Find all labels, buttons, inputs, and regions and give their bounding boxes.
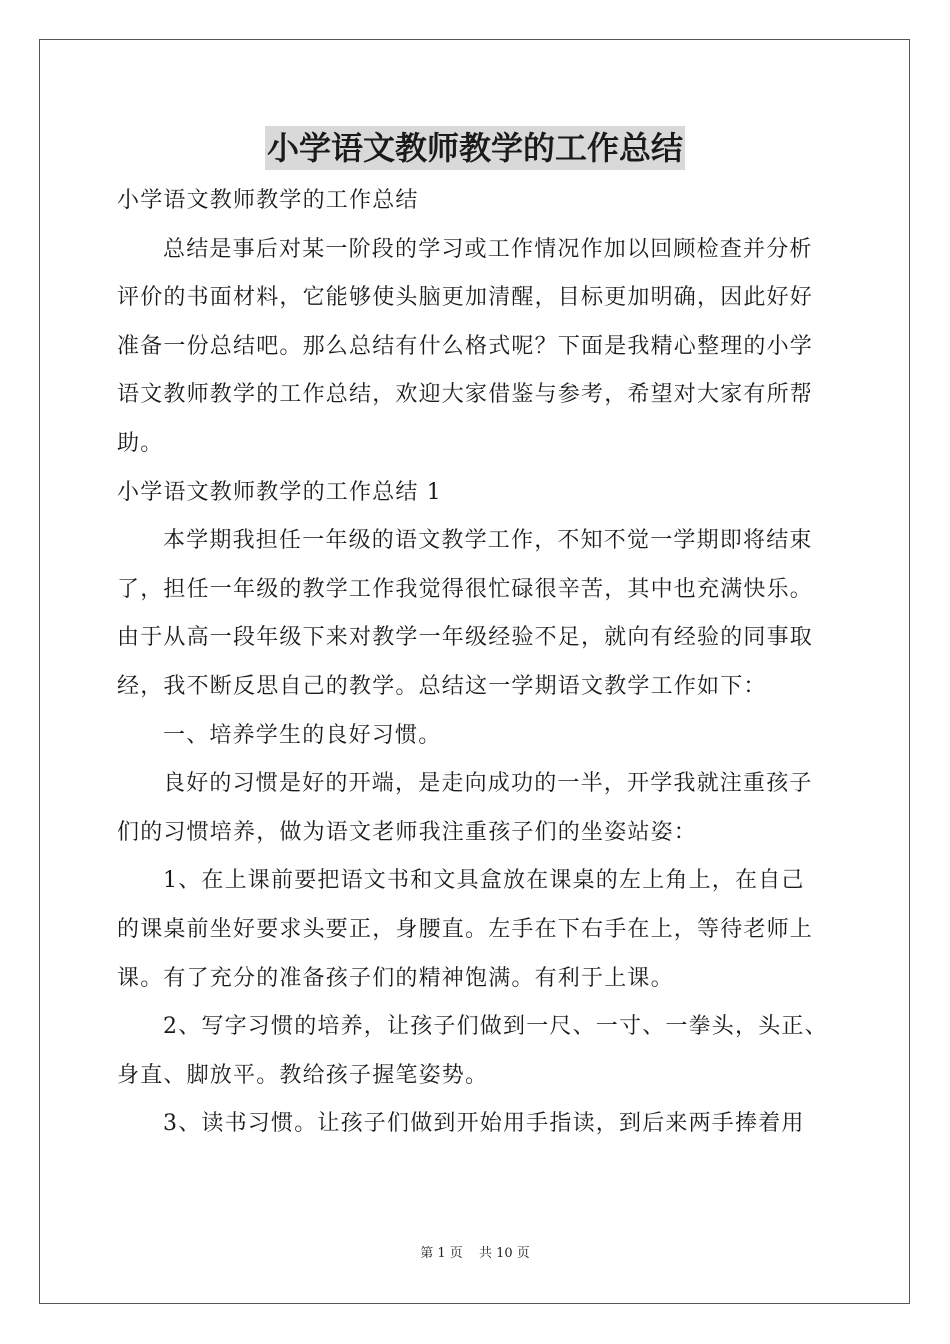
text-line: 总结是事后对某一阶段的学习或工作情况作加以回顾检查并分析 <box>163 236 813 262</box>
document-title: 小学语文教师教学的工作总结 <box>265 126 685 170</box>
text-line: 经，我不断反思自己的教学。总结这一学期语文教学工作如下： <box>117 673 767 699</box>
text-line: 课。有了充分的准备孩子们的精神饱满。有利于上课。 <box>117 965 674 991</box>
document-body <box>117 177 837 1149</box>
text-line: 准备一份总结吧。那么总结有什么格式呢？下面是我精心整理的小学 <box>117 333 814 359</box>
text-line: 助。 <box>117 430 164 456</box>
text-line: 们的习惯培养，做为语文老师我注重孩子们的坐姿站姿： <box>117 819 698 845</box>
text-line: 良好的习惯是好的开端，是走向成功的一半，开学我就注重孩子 <box>163 771 813 797</box>
text-line: 语文教师教学的工作总结，欢迎大家借鉴与参考，希望对大家有所帮 <box>117 382 814 408</box>
text-line: 小学语文教师教学的工作总结 1 <box>117 479 442 505</box>
page-total: 共 10 页 <box>478 1246 530 1261</box>
page-number: 第 1 页 <box>420 1246 463 1261</box>
page-footer <box>0 1245 950 1263</box>
text-line: 2、写字习惯的培养，让孩子们做到一尺、一寸、一拳头，头正、 <box>163 1014 828 1040</box>
text-line: 的课桌前坐好要求头要正，身腰直。左手在下右手在上，等待老师上 <box>117 916 814 942</box>
text-line: 评价的书面材料，它能够使头脑更加清醒，目标更加明确，因此好好 <box>117 285 814 311</box>
text-line: 1、在上课前要把语文书和文具盒放在课桌的左上角上，在自己 <box>163 868 805 894</box>
text-line: 了，担任一年级的教学工作我觉得很忙碌很辛苦，其中也充满快乐。 <box>117 576 814 602</box>
text-line: 本学期我担任一年级的语文教学工作，不知不觉一学期即将结束 <box>163 528 813 554</box>
text-line: 身直、脚放平。教给孩子握笔姿势。 <box>117 1062 489 1088</box>
title-container <box>0 126 950 170</box>
text-line: 3、读书习惯。让孩子们做到开始用手指读，到后来两手捧着用 <box>163 1111 805 1137</box>
text-line: 一、培养学生的良好习惯。 <box>163 722 442 748</box>
text-line: 小学语文教师教学的工作总结 <box>117 188 419 213</box>
text-line: 由于从高一段年级下来对教学一年级经验不足，就向有经验的同事取 <box>117 625 814 651</box>
